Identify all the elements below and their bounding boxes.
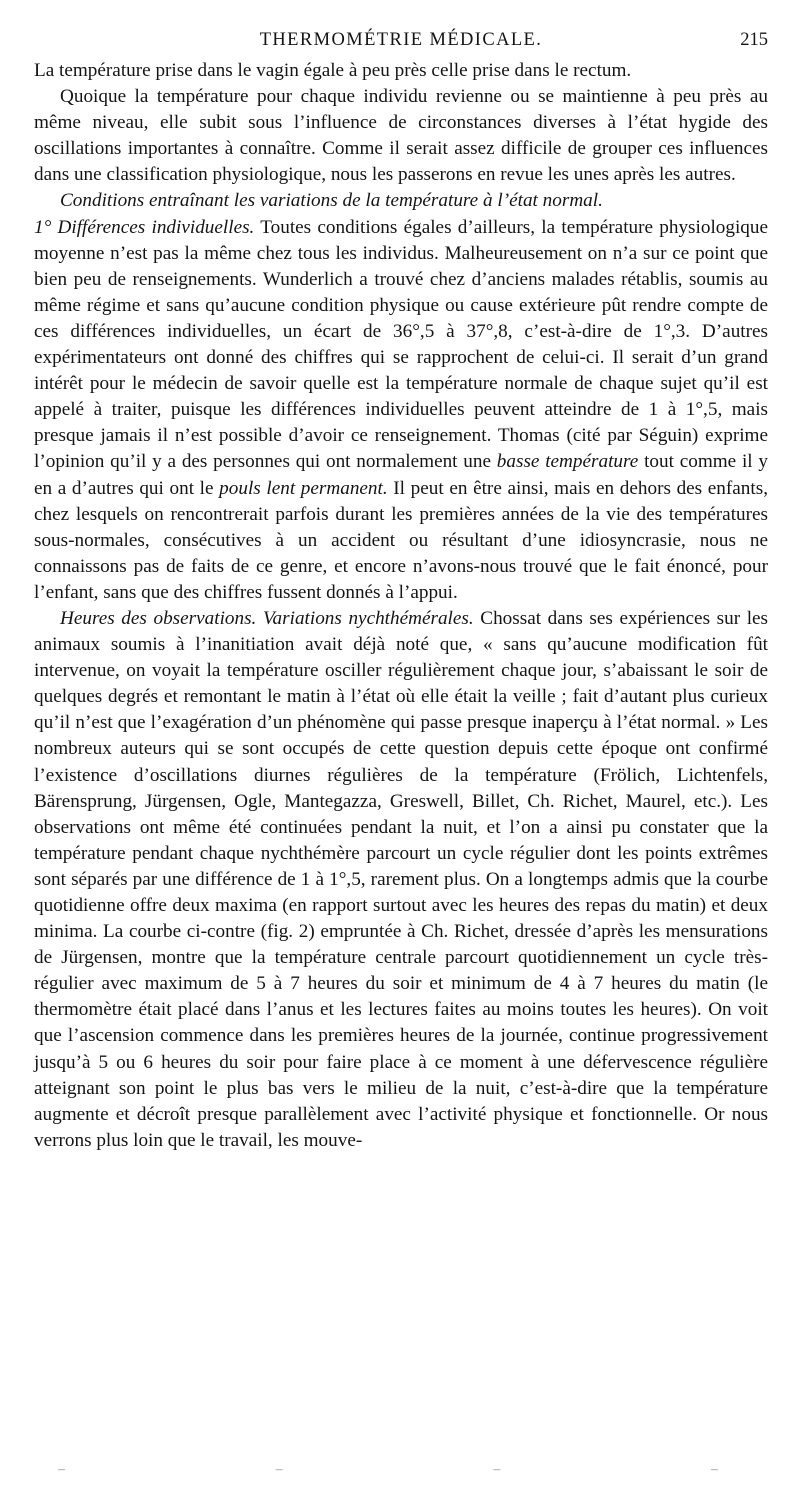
emphasis-text: basse température — [496, 451, 639, 473]
paragraph-text: La température prise dans le vagin égale à peu près celle prise dans le rectum. — [34, 60, 632, 81]
body-text — [34, 58, 768, 1154]
paragraph-text: Il peut en être ainsi, mais en dehors des enfants, chez lesquels on rencontrerait parfois durant les premières années de la vie des températures sous-normales, consécutives à un accident ou résultant d’une idiosyncrasie, nous ne connaissons pas de faits de ce genre, et encore n’avons-nous trouvé que le fait énoncé, pour l’enfant, sans que des chiffres fussent donnés à l’appui. — [34, 477, 768, 603]
footer-mark: – — [58, 1462, 65, 1477]
subsection-label: Variations nychthémérales. — [262, 607, 474, 629]
subsection-label: Heures des observations. — [60, 607, 257, 629]
section-heading — [34, 188, 768, 214]
paragraph — [34, 215, 768, 606]
emphasis-text: pouls lent permanent. — [219, 477, 388, 499]
paragraph-text: Toutes conditions égales d’ailleurs, la température physiologique moyenne n’est pas la même chez tous les individus. Malheureusement on n’a sur ce point que bien peu de renseignements. Wunderlich a trouvé chez d’anciens malades rétablis, soumis au même régime et sans qu’aucune condition physique ou cause extérieure pût rendre compte de ces différences individuelles, un écart de 36°,5 à 37°,8, c’est-à-dire de 1°,3. D’autres expérimentateurs ont donné des chiffres qui se rapprochent de celui-ci. Il serait d’un grand intérêt pour le médecin de savoir quelle est la température normale de chaque sujet qu’il est appelé à traiter, puisque les différences individuelles peuvent atteindre de 1 à 1°,5, mais presque jamais il n’est possible d’avoir ce renseignement. Thomas (cité par Séguin) exprime l’opinion qu’il y a des personnes qui ont normalement une — [34, 216, 769, 473]
paragraph — [34, 58, 768, 84]
paragraph — [34, 606, 768, 1154]
paragraph — [34, 84, 768, 188]
paragraph-text: Quoique la température pour chaque individu revienne ou se maintienne à peu près au même niveau, elle subit sous l’influence de circonstances diverses à l’état hygide des oscillations importantes à connaître. Comme il serait assez difficile de grouper ces influences dans une classification physiologique, nous les passerons en revue les unes après les autres. — [34, 86, 768, 186]
book-page — [34, 28, 768, 1154]
paragraph-text: Chossat dans ses expériences sur les animaux soumis à l’inanitiation avait déjà noté que, « sans qu’aucune modification fût intervenue, on voyait la température osciller régulièrement chaque jour, s’abaissant le soir de quelques degrés et remontant le matin à l’état où elle était la veille ; fait d’autant plus curieux qu’il n’est que l’exagération d’un phénomène qui passe presque inaperçu à l’état normal. » Les nombreux auteurs qui se sont occupés de cette question depuis cette époque ont confirmé l’existence d’oscillations diurnes régulières de la température (Frölich, Lichtenfels, Bärensprung, Jürgensen, Ogle, Mantegazza, Greswell, Billet, Ch. Richet, Maurel, etc.). Les observations ont même été continuées pendant la nuit, et l’on a ainsi pu constater que la température pendant chaque nychthémère parcourt un cycle régulier dont les points extrêmes sont séparés par une différence de 1 à 1°,5, rarement plus. On a longtemps admis que la courbe quotidienne offre deux maxima (en rapport surtout avec les heures des repas du matin) et deux minima. La courbe ci-contre (fig. 2) empruntée à Ch. Richet, dressée d’après les mensurations de Jürgensen, montre que la température centrale parcourt quotidiennement un cycle très-régulier avec maximum de 5 à 7 heures du soir et minimum de 4 à 7 heures du matin (le thermomètre était placé dans l’anus et les lectures faites au moins toutes les heures). On voit que l’ascension commence dans les premières heures de la journée, continue progressivement jusqu’à 5 ou 6 heures du soir pour faire place à ce moment à une défervescence régulière atteignant son point le plus bas vers le milieu de la nuit, c’est-à-dire que la température augmente et décroît presque parallèlement avec l’activité physique et fonctionnelle. Or nous verrons plus loin que le travail, les mouve- — [34, 607, 769, 1151]
footer-mark: – — [275, 1462, 283, 1477]
footer-mark: – — [710, 1462, 718, 1477]
subsection-label: 1° Différences individuelles. — [34, 216, 255, 238]
page-number: 215 — [740, 30, 768, 50]
running-head — [34, 28, 768, 58]
footer-marks — [58, 1462, 718, 1478]
footer-mark: – — [493, 1462, 501, 1477]
paragraph-text: tout comme il y en a d’autres qui ont le — [34, 451, 768, 499]
section-heading-text: Conditions entraînant les variations de la température à l’état normal. — [60, 190, 603, 212]
running-title: THERMOMÉTRIE MÉDICALE. — [259, 30, 543, 50]
